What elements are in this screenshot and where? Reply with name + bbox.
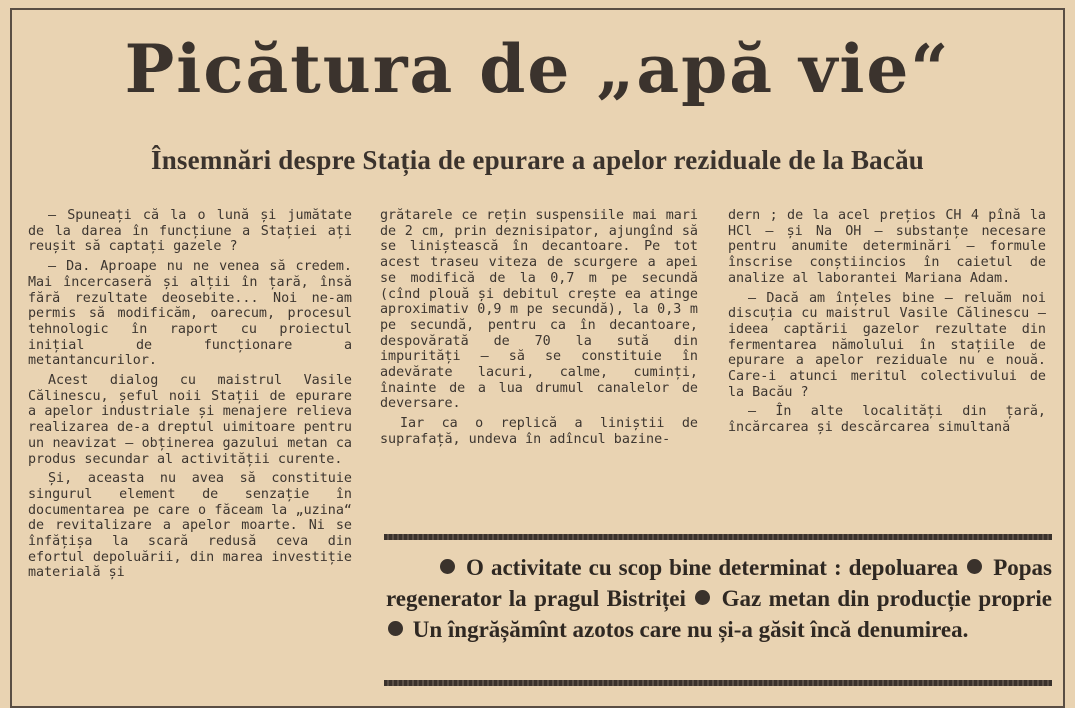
paragraph: dern ; de la acel prețios CH 4 pînă la HCl — și Na OH — substanțe necesare pentru anumite determinări — formule înscrise conștiincios în caietul de analize al laborantei Mariana Adam.: [728, 208, 1046, 286]
subheadline: Însemnări despre Stația de epurare a apelor reziduale de la Bacău: [151, 145, 924, 175]
paragraph: — În alte localități din țară, încărcarea și descărcarea simultană: [728, 404, 1046, 436]
paragraph: — Dacă am înțeles bine — reluăm noi discuția cu maistrul Vasile Călinescu — ideea captării gazelor rezultate din fermentarea nămolului în stațiile de epurare a apelor reziduale nu e nouă. Care-i atunci meritul colectivului de la Bacău ?: [728, 290, 1046, 400]
text-column-2: [380, 208, 698, 508]
box-bottom-rule: [384, 680, 1052, 686]
highlight-item: Un îngrășămînt azotos care nu și-a găsit încă denumirea.: [412, 617, 969, 642]
bullet-icon: [440, 559, 455, 574]
paragraph: Iar ca o replică a liniștii de suprafață, undeva în adîncul bazine-: [380, 416, 698, 447]
paragraph: — Spuneați că la o lună și jumătate de la darea în funcțiune a Stației ați reușit să captați gazele ?: [28, 208, 352, 255]
highlight-item: Popas regenerator la pragul Bistriței: [386, 555, 1052, 611]
paragraph: — Da. Aproape nu ne venea să credem. Mai încercaseră și alții în țară, însă fără rezultate deosebite... Noi ne-am permis să modificăm, oarecum, procesul tehnologic în raport cu proiectul inițial de funcționare a metantancurilor.: [28, 259, 352, 369]
paragraph: grătarele ce rețin suspensiile mai mari de 2 cm, prin deznisipator, ajungînd să se liniștească în decantoare. Pe tot acest traseu viteza de scurgere a apei se modifică de la 0,7 m pe secundă (cînd plouă și debitul crește ea atinge aproximativ 0,9 m pe secundă), la 0,3 m pe secundă, pentru ca în decantoare, despovărată de 70 la sută din impurități — să se constituie în adevărate lacuri, calme, cuminți, înainte de a lua drumul canalelor de deversare.: [380, 208, 698, 412]
paragraph: Și, aceasta nu avea să constituie singurul element de senzație în documentarea pe care o făceam la „uzina“ de revitalizare a apelor moarte. Ni se înfățișa la scară redusă ceva din efortul depoluării, din marea investiție materială și: [28, 471, 352, 581]
paragraph: Acest dialog cu maistrul Vasile Călinescu, șeful noii Stații de epurare a apelor industriale și menajere relieva realizarea de-a dreptul uimitoare pentru un neavizat — obținerea gazului metan ca produs secundar al activității curente.: [28, 373, 352, 467]
highlight-item: O activitate cu scop bine determinat : depoluarea: [466, 555, 959, 580]
text-column-1: [28, 208, 352, 696]
bullet-icon: [695, 590, 710, 605]
bullet-icon: [388, 621, 403, 636]
highlight-item: Gaz metan din producție proprie: [721, 586, 1052, 611]
box-top-rule: [384, 534, 1052, 540]
text-column-3: [728, 208, 1046, 518]
bullet-icon: [967, 559, 982, 574]
headline: Picătura de „apă vie“: [124, 30, 951, 108]
highlights-box: [386, 552, 1052, 645]
